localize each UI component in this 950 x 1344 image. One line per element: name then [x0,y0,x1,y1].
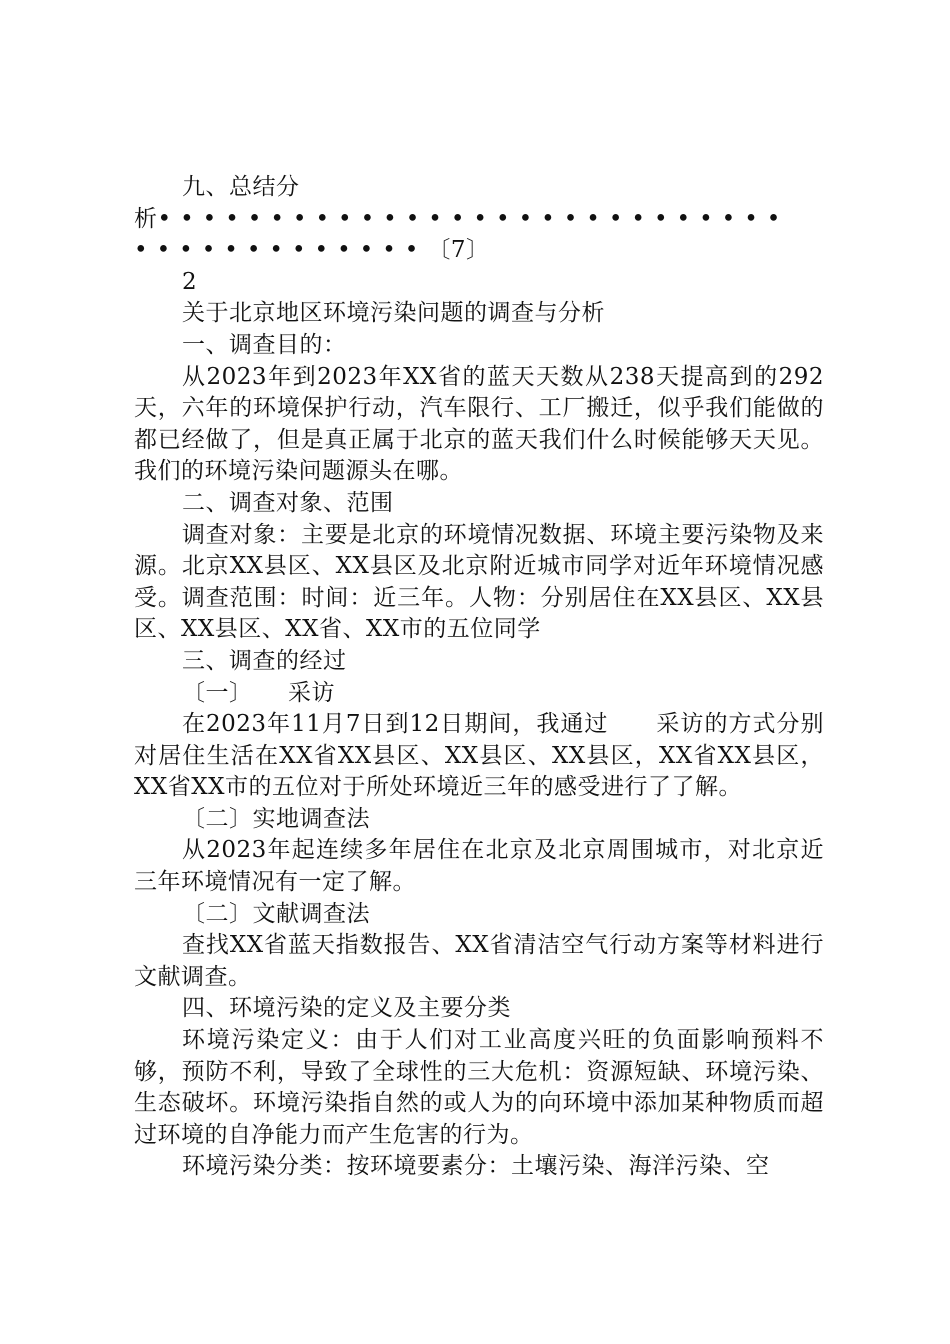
section-heading: 二、调查对象、范围 [182,489,394,516]
document-title: 关于北京地区环境污染问题的调查与分析 [182,300,605,327]
toc-entry-line [134,204,824,236]
toc-entry-wrap: 析 [134,205,158,232]
subsection-heading: 〔二〕文献调查法 [182,900,370,927]
page-number: 2 [182,268,198,295]
subsection-heading: 〔一〕 采访 [182,679,335,706]
paragraph: 环境污染分类：按环境要素分：土壤污染、海洋污染、空 [182,1153,770,1180]
paragraph: 调查对象：主要是北京的环境情况数据、环境主要污染物及来源。北京XX县区、XX县区及北京附近城市同学对近年环境情况感受。调查范围：时间：近三年。人物：分别居住在XX县区、XX县区、XX县区、XX省、XX市的五位同学 [134,521,824,643]
section-heading: 三、调查的经过 [182,647,347,674]
paragraph: 环境污染定义：由于人们对工业高度兴旺的负面影响预料不够，预防不利，导致了全球性的三大危机：资源短缺、环境污染、生态破坏。环境污染指自然的或人为的向环境中添加某种物质而超过环境的自净能力而产生危害的行为。 [134,1027,824,1148]
paragraph: 从2023年起连续多年居住在北京及北京周围城市，对北京近三年环境情况有一定了解。 [134,837,824,896]
toc-entry-line-2 [134,235,824,267]
toc-leader-dots: •••••••••••••••••••••••••••• [157,205,790,232]
subsection-heading: 〔二〕实地调查法 [182,805,370,832]
toc-entry-label: 九、总结分 [182,174,300,200]
section-heading: 一、调查目的： [182,331,347,358]
paragraph: 查找XX省蓝天指数报告、XX省清洁空气行动方案等材料进行文献调查。 [134,932,824,990]
paragraph: 在2023年11月7日到12日期间，我通过 采访的方式分别对居住生活在XX省XX县区、XX县区、XX县区，XX省XX县区，XX省XX市的五位对于所处环境近三年的感受进行了了解。 [134,711,824,801]
paragraph: 从2023年到2023年XX省的蓝天天数从238天提高到的292天，六年的环境保护行动，汽车限行、工厂搬迁，似乎我们能做的都已经做了，但是真正属于北京的蓝天我们什么时候能够天天见。我们的环境污染问题源头在哪。 [134,363,824,485]
section-heading: 四、环境污染的定义及主要分类 [182,995,511,1022]
toc-page-ref: 〔7〕 [427,237,490,264]
document-body [134,172,824,1183]
toc-leader-dots-2: ••••••••••••• [134,237,428,264]
